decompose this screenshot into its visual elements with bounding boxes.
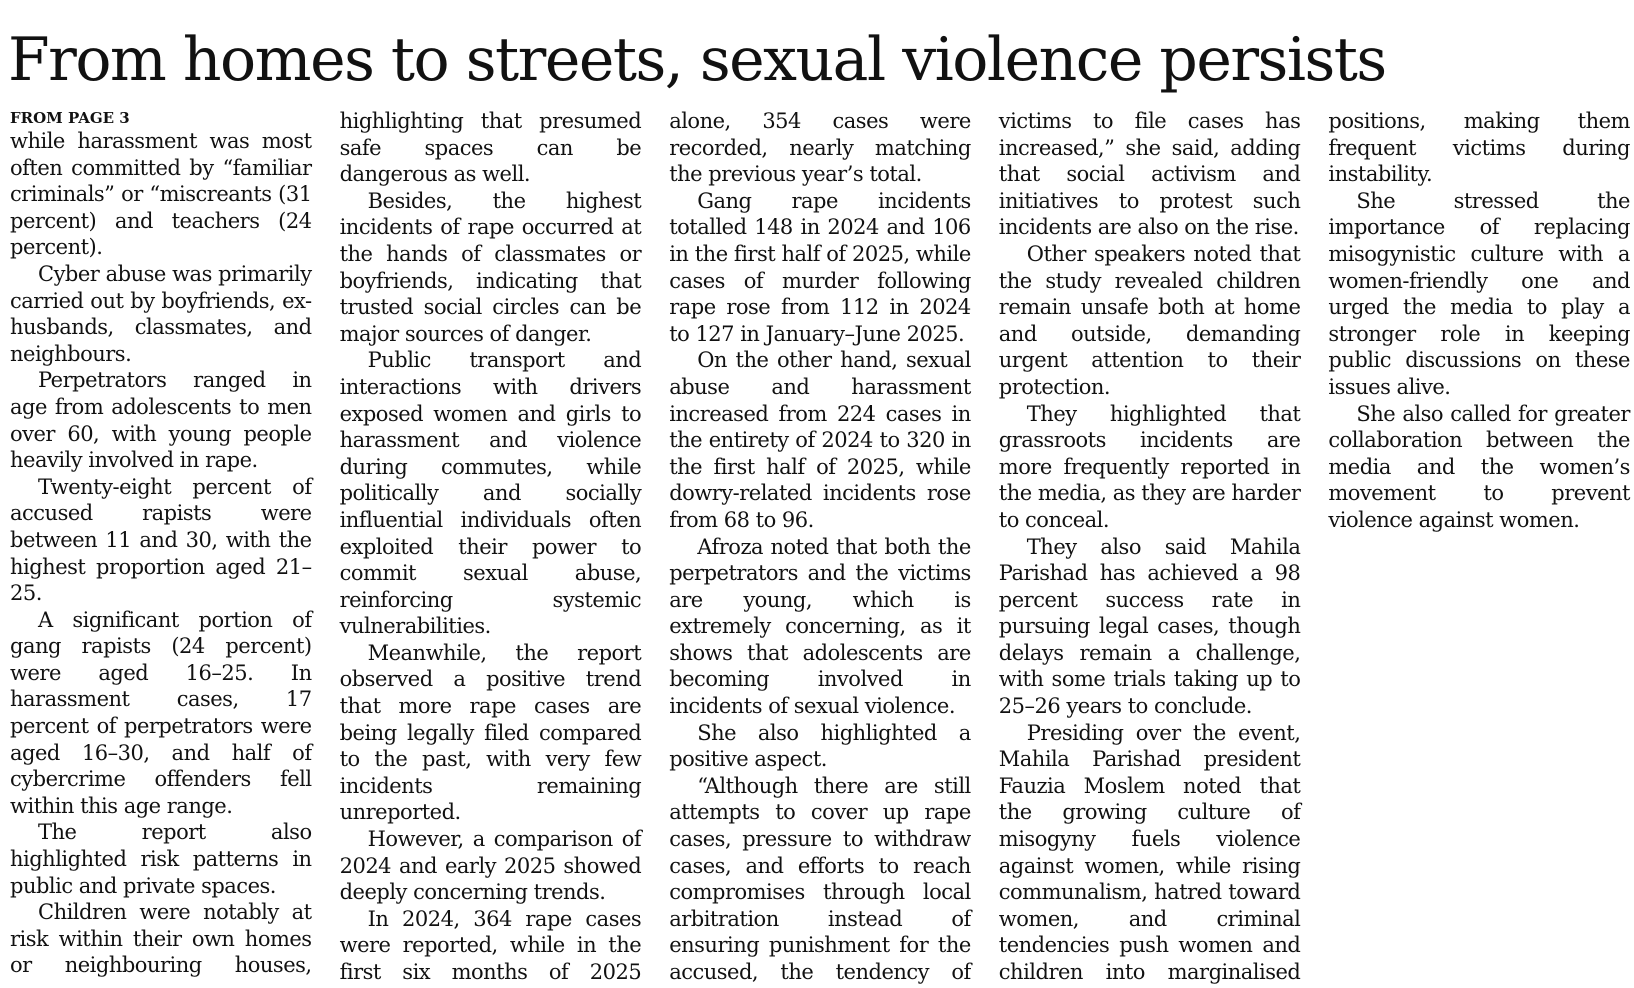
article-body <box>10 108 1630 986</box>
paragraph: Public transport and interactions with drivers exposed women and girls to harassment and violence during commutes, while politically and socially influential individuals often exploited their power to commit sexual abuse, reinforcing systemic vulnerabilities. <box>339 348 642 639</box>
paragraph: She also called for greater collaboration between the media and the women’s movement to prevent violence against women. <box>1328 401 1630 532</box>
paragraph: The report also highlighted risk patterns in public and private spaces. <box>10 820 312 898</box>
paragraph: She stressed the importance of replacing misogynistic culture with a women-friendly one and urged the media to play a stronger role in keeping public discussions on these issues alive. <box>1328 188 1630 399</box>
paragraph: Children were notably at risk within their own homes or neighbouring houses, highlighting that presumed safe spaces can be dangerous as well. <box>10 109 642 978</box>
paragraph: Twenty-eight percent of accused rapists were between 11 and 30, with the highest proportion aged 21–25. <box>10 474 312 606</box>
paragraph: “Although there are still attempts to cover up rape cases, pressure to withdraw cases, and efforts to reach compromises through local arbitration instead of ensuring punishment for the accused, the tendency of victims to file cases has increased,” she said, adding that social activism and initiatives to protest such incidents are also on the rise. <box>669 109 1301 984</box>
paragraph: A significant portion of gang rapists (24 percent) were aged 16–25. In harassment cases, 17 percent of perpetrators were aged 16–30, and half of cybercrime offenders fell within this age range. <box>10 607 312 818</box>
paragraph: They also said Mahila Parishad has achieved a 98 percent success rate in pursuing legal cases, though delays remain a challenge, with some trials taking up to 25–26 years to conclude. <box>998 534 1301 719</box>
headline: From homes to streets, sexual violence persists <box>8 25 1386 95</box>
paragraph: Afroza noted that both the perpetrators and the victims are young, which is extremely concerning, as it shows that adolescents are becoming involved in incidents of sexual violence. <box>669 534 971 719</box>
paragraph: Perpetrators ranged in age from adolescents to men over 60, with young people heavily involved in rape. <box>10 368 312 473</box>
paragraph: In 2024, 364 rape cases were reported, while in the first six months of 2025 alone, 354 cases were recorded, nearly matching the previous year’s total. <box>339 109 971 984</box>
paragraph: Meanwhile, the report observed a positive trend that more rape cases are being legally filed compared to the past, with very few incidents remaining unreported. <box>339 640 642 825</box>
paragraph: Gang rape incidents totalled 148 in 2024 and 106 in the first half of 2025, while cases of murder following rape rose from 112 in 2024 to 127 in January–June 2025. <box>669 188 971 346</box>
paragraph: She also highlighted a positive aspect. <box>669 720 971 772</box>
paragraph: while harassment was most often committed by “familiar criminals” or “miscreants (31 percent) and teachers (24 percent). <box>10 129 312 260</box>
paragraph: Other speakers noted that the study revealed children remain unsafe both at home and outside, demanding urgent attention to their protection. <box>998 241 1301 399</box>
paragraph: They highlighted that grassroots incidents are more frequently reported in the media, as they are harder to conceal. <box>998 401 1301 532</box>
paragraph: Presiding over the event, Mahila Parishad president Fauzia Moslem noted that the growing culture of misogyny fuels violence against women, while rising communalism, hatred toward women, and criminal tendencies push women and children into marginalised positions, making them frequent victims during instability. <box>998 109 1630 984</box>
paragraph: However, a comparison of 2024 and early 2025 showed deeply concerning trends. <box>339 827 642 905</box>
paragraph: Cyber abuse was primarily carried out by boyfriends, ex-husbands, classmates, and neighbours. <box>10 261 312 366</box>
kicker: FROM PAGE 3 <box>10 109 130 127</box>
paragraph: On the other hand, sexual abuse and harassment increased from 224 cases in the entirety of 2024 to 320 in the first half of 2025, while dowry-related incidents rose from 68 to 96. <box>669 348 971 532</box>
paragraph: Besides, the highest incidents of rape occurred at the hands of classmates or boyfriends, indicating that trusted social circles can be major sources of danger. <box>339 188 642 346</box>
